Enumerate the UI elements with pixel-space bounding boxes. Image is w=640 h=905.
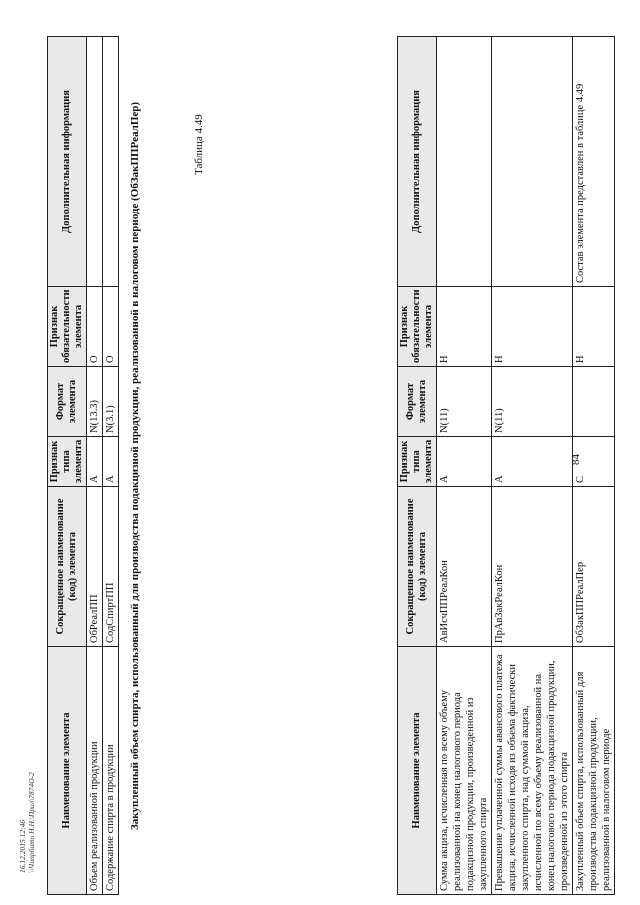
cell-info: Состав элемента представлен в таблице 4.49 [573,37,615,287]
table-main [397,36,615,895]
table-row [573,37,615,895]
table-row [87,37,103,895]
table-header-row [398,37,437,895]
table-4-49 [47,36,119,895]
cell-info [437,37,492,287]
page-number: 84 [570,454,582,465]
cell-code: СодСпиртПП [103,487,119,647]
table-row [492,37,573,895]
cell-info [87,37,103,287]
cell-type: С [573,437,615,487]
cell-code: ОбЗакППРеалПер [573,487,615,647]
cell-type: А [103,437,119,487]
cell-info [103,37,119,287]
table-title: Закупленный объем спирта, использованный для производства подакцизной продукции, реализованной в налоговом периоде (ОбЗакППРеалПер) [129,101,141,831]
header-info: Дополнительная информация [398,37,437,287]
header-format: Формат элемента [398,367,437,437]
cell-format: N(11) [437,367,492,437]
header-type: Признак типа элемента [48,437,87,487]
cell-type: А [87,437,103,487]
cell-required: Н [492,287,573,367]
cell-required: Н [437,287,492,367]
cell-code: АвИсчППРеалКон [437,487,492,647]
cell-format [573,367,615,437]
stamp-line-date: 16.12.2015 12:46 [18,819,27,873]
header-required: Признак обязательности элемента [48,287,87,367]
table-label: Таблица 4.49 [193,114,205,175]
cell-type: А [492,437,573,487]
header-code: Сокращенное наименование (код) элемента [48,487,87,647]
header-info: Дополнительная информация [48,37,87,287]
cell-info [492,37,573,287]
cell-name: Объем реализованной продукции [87,647,103,895]
cell-name: Содержание спирта в продукции [103,647,119,895]
cell-code: ОбРеалПП [87,487,103,647]
cell-format: N(3.1) [103,367,119,437]
cell-format: N(13.3) [87,367,103,437]
table-row [437,37,492,895]
header-name: Наименование элемента [48,647,87,895]
cell-name: Сумма акциза, исчисленная по всему объему реализованной на конец налогового периода подакцизной продукции, произведенной из закупленного спирта [437,647,492,895]
cell-required: О [87,287,103,367]
print-stamp [18,772,36,873]
header-name: Наименование элемента [398,647,437,895]
cell-required: О [103,287,119,367]
table-header-row [48,37,87,895]
cell-code: ПрАвЗакРеалКон [492,487,573,647]
cell-required: Н [573,287,615,367]
cell-name: Закупленный объем спирта, использованный для производства подакцизной продукции, реализованной в налоговом периоде [573,647,615,895]
cell-type: А [437,437,492,487]
header-code: Сокращенное наименование (код) элемента [398,487,437,647]
table-row [103,37,119,895]
header-format: Формат элемента [48,367,87,437]
cell-format: N(11) [492,367,573,437]
stamp-line-path: \\Чипрбито Н.Н.\Прил\7874О-2 [27,772,36,873]
header-type: Признак типа элемента [398,437,437,487]
header-required: Признак обязательности элемента [398,287,437,367]
cell-name: Превышение уплаченной суммы авансового платежа акциза, исчисленной исходя из объема фактически закупленного спирта, над суммой акциза, исчисленной по всему объему реализованной на конец налогового периода подакцизной продукции, произведенной из этого спирта [492,647,573,895]
